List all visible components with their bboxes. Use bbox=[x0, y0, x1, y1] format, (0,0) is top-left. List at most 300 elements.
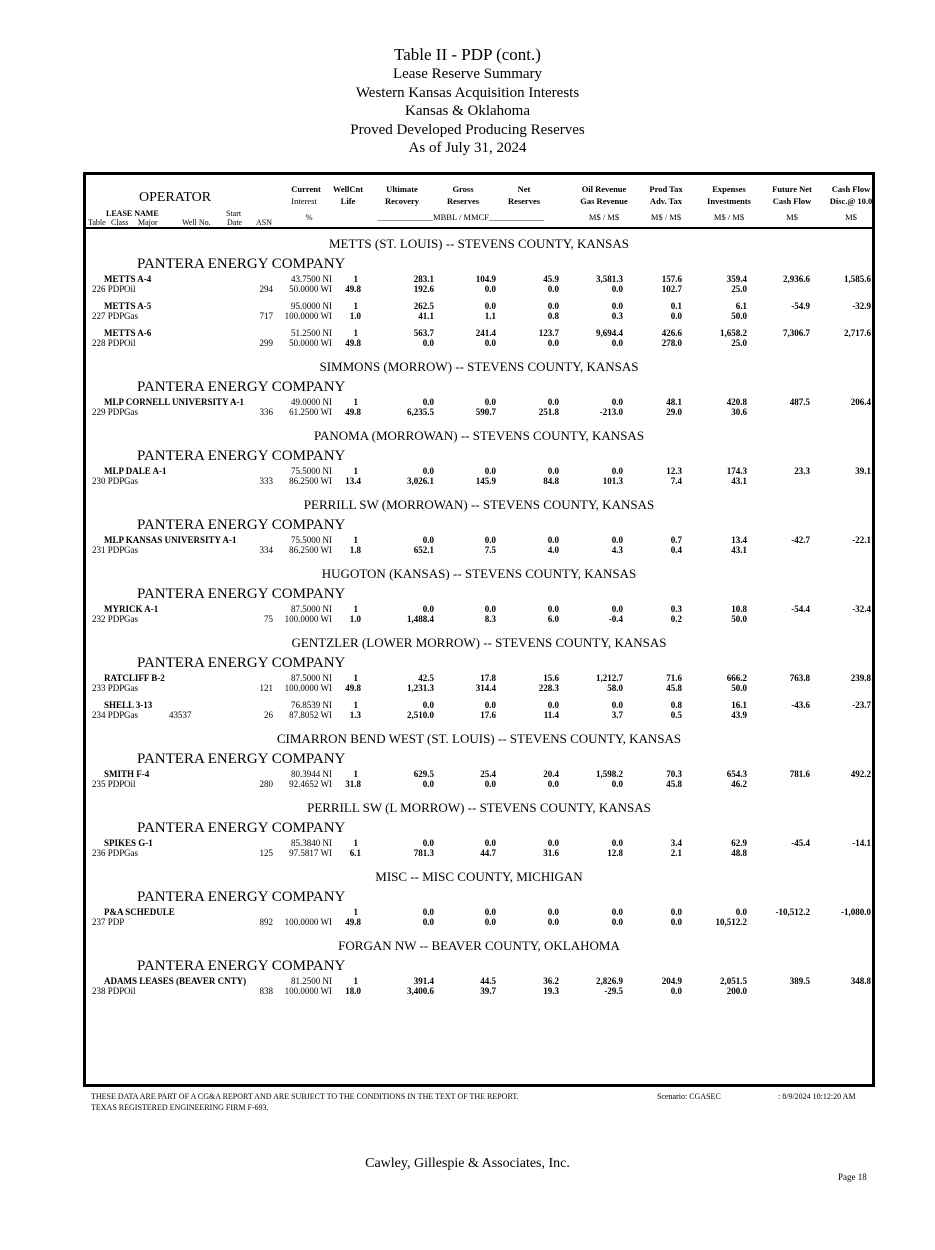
cell-life: 1.0 bbox=[349, 614, 361, 624]
cell-net2: 228.3 bbox=[538, 683, 559, 693]
cell-ult2: 6,235.5 bbox=[407, 407, 434, 417]
cell-cfd: -32.9 bbox=[852, 301, 871, 311]
firm-registration: TEXAS REGISTERED ENGINEERING FIRM F-693. bbox=[91, 1103, 269, 1112]
cell-gr2: 17.6 bbox=[480, 710, 496, 720]
cell-gr2: 0.0 bbox=[484, 779, 496, 789]
cell-asn: 717 bbox=[259, 311, 273, 321]
table-row bbox=[86, 534, 872, 561]
cell-tax2: 29.0 bbox=[666, 407, 682, 417]
cell-net1: 0.0 bbox=[547, 535, 559, 545]
cell-exp2: 200.0 bbox=[726, 986, 747, 996]
cell-exp2: 43.1 bbox=[731, 476, 747, 486]
cell-tax2: 102.7 bbox=[661, 284, 682, 294]
operator-company: PANTERA ENERGY COMPANY bbox=[137, 958, 346, 974]
table-row bbox=[86, 396, 872, 423]
cell-tax1: 71.6 bbox=[666, 673, 682, 683]
cell-wellno: 43537 bbox=[169, 710, 192, 720]
cell-table: 226 PDP bbox=[92, 284, 125, 294]
cell-ult2: 0.0 bbox=[422, 779, 434, 789]
cell-cnt: 1 bbox=[353, 604, 358, 614]
cell-major: Gas bbox=[124, 683, 138, 693]
gas-revenue-header: Gas Revenue bbox=[580, 196, 628, 206]
cell-exp1: 174.3 bbox=[726, 466, 747, 476]
cell-net2: 4.0 bbox=[547, 545, 559, 555]
page-number: Page 18 bbox=[838, 1172, 867, 1182]
cell-int2: 50.0000 WI bbox=[289, 338, 332, 348]
cell-net2: 19.3 bbox=[543, 986, 559, 996]
cell-cfd: 2,717.6 bbox=[844, 328, 871, 338]
cell-cnt: 1 bbox=[353, 769, 358, 779]
cell-exp2: 25.0 bbox=[731, 338, 747, 348]
start-header: Start bbox=[226, 209, 242, 218]
cell-cfd: 39.1 bbox=[855, 466, 871, 476]
cell-exp1: 0.0 bbox=[735, 907, 747, 917]
cell-tax2: 0.0 bbox=[670, 311, 682, 321]
cell-exp1: 6.1 bbox=[735, 301, 747, 311]
cell-tax1: 3.4 bbox=[670, 838, 682, 848]
cell-table: 229 PDP bbox=[92, 407, 125, 417]
cell-exp1: 359.4 bbox=[726, 274, 747, 284]
cell-tax1: 12.3 bbox=[666, 466, 682, 476]
cell-ult2: 0.0 bbox=[422, 917, 434, 927]
cell-cnt: 1 bbox=[353, 328, 358, 338]
report-subtitle: Western Kansas Acquisition Interests bbox=[355, 84, 580, 101]
cell-name: RATCLIFF B-2 bbox=[104, 673, 165, 683]
cell-cfd: -22.1 bbox=[852, 535, 871, 545]
cell-exp1: 16.1 bbox=[731, 700, 747, 710]
report-date: As of July 31, 2024 bbox=[408, 140, 527, 156]
cell-rev1: 1,212.7 bbox=[596, 673, 623, 683]
cell-exp1: 1,658.2 bbox=[720, 328, 747, 338]
ultimate-header: Ultimate bbox=[386, 184, 418, 194]
cell-fnc: -54.4 bbox=[791, 604, 810, 614]
current-header: Current bbox=[291, 184, 321, 194]
cell-ult2: 0.0 bbox=[422, 338, 434, 348]
cell-fnc: -54.9 bbox=[791, 301, 810, 311]
cell-table: 228 PDP bbox=[92, 338, 125, 348]
cell-asn: 334 bbox=[259, 545, 273, 555]
cell-int1: 95.0000 NI bbox=[291, 301, 332, 311]
cell-ult1: 391.4 bbox=[413, 976, 434, 986]
cell-cnt: 1 bbox=[353, 838, 358, 848]
cell-exp2: 25.0 bbox=[731, 284, 747, 294]
cell-rev1: 1,598.2 bbox=[596, 769, 623, 779]
cell-cfd: 348.8 bbox=[850, 976, 871, 986]
cell-int2: 97.5817 WI bbox=[289, 848, 332, 858]
cell-rev2: 0.3 bbox=[611, 311, 623, 321]
cell-gr2: 1.1 bbox=[484, 311, 496, 321]
cell-rev1: 0.0 bbox=[611, 907, 623, 917]
cell-gr1: 25.4 bbox=[480, 769, 496, 779]
cell-fnc: 763.8 bbox=[789, 673, 810, 683]
cell-net2: 0.0 bbox=[547, 779, 559, 789]
cell-net1: 45.9 bbox=[543, 274, 559, 284]
cell-fnc: 23.3 bbox=[794, 466, 810, 476]
cell-rev1: 2,826.9 bbox=[596, 976, 623, 986]
cell-int2: 50.0000 WI bbox=[289, 284, 332, 294]
table-row bbox=[86, 300, 872, 327]
cell-name: MLP KANSAS UNIVERSITY A-1 bbox=[104, 535, 237, 545]
cell-rev2: 101.3 bbox=[602, 476, 623, 486]
cell-tax2: 278.0 bbox=[661, 338, 682, 348]
cell-gr1: 0.0 bbox=[484, 604, 496, 614]
table-row bbox=[86, 672, 872, 699]
cell-asn: 26 bbox=[264, 710, 273, 720]
cell-net2: 31.6 bbox=[543, 848, 559, 858]
cell-tax1: 70.3 bbox=[666, 769, 682, 779]
cell-rev2: -213.0 bbox=[599, 407, 623, 417]
cell-rev2: 0.0 bbox=[611, 284, 623, 294]
cell-cnt: 1 bbox=[353, 907, 358, 917]
future-net-header: Future Net bbox=[772, 184, 812, 194]
cell-int2: 87.8052 WI bbox=[289, 710, 332, 720]
cell-int2: 61.2500 WI bbox=[289, 407, 332, 417]
cell-int1: 85.3840 NI bbox=[291, 838, 332, 848]
cell-gr1: 0.0 bbox=[484, 397, 496, 407]
cell-ult1: 0.0 bbox=[422, 838, 434, 848]
cell-rev2: 58.0 bbox=[607, 683, 623, 693]
cell-fnc: 389.5 bbox=[789, 976, 810, 986]
cell-major: Gas bbox=[124, 545, 138, 555]
cell-gr2: 39.7 bbox=[480, 986, 496, 996]
cell-exp2: 43.1 bbox=[731, 545, 747, 555]
net-header: Net bbox=[517, 184, 531, 194]
cell-rev2: 0.0 bbox=[611, 917, 623, 927]
cell-cnt: 1 bbox=[353, 466, 358, 476]
cell-net1: 0.0 bbox=[547, 907, 559, 917]
cell-cnt: 1 bbox=[353, 274, 358, 284]
cell-cfd: 1,585.6 bbox=[844, 274, 871, 284]
cell-tax2: 0.0 bbox=[670, 917, 682, 927]
cell-cfd: -1,080.0 bbox=[841, 907, 871, 917]
report-table-frame bbox=[83, 172, 875, 1087]
cell-net2: 0.0 bbox=[547, 338, 559, 348]
cell-rev1: 3,581.3 bbox=[596, 274, 623, 284]
cell-exp2: 30.6 bbox=[731, 407, 747, 417]
cell-exp2: 10,512.2 bbox=[715, 917, 747, 927]
cell-int1: 75.5000 NI bbox=[291, 466, 332, 476]
cell-ult2: 41.1 bbox=[418, 311, 434, 321]
cell-tax2: 7.4 bbox=[670, 476, 682, 486]
recovery-header: Recovery bbox=[385, 196, 419, 206]
gross-header: Gross bbox=[452, 184, 474, 194]
cell-fnc: 487.5 bbox=[789, 397, 810, 407]
cell-tax1: 0.7 bbox=[670, 535, 682, 545]
table-row bbox=[86, 699, 872, 726]
operator-company: PANTERA ENERGY COMPANY bbox=[137, 655, 346, 671]
cell-net2: 251.8 bbox=[538, 407, 559, 417]
firm-name: Cawley, Gillespie & Associates, Inc. bbox=[365, 1156, 570, 1171]
cell-major: Gas bbox=[124, 614, 138, 624]
cell-int1: 49.0000 NI bbox=[291, 397, 332, 407]
well-no-header: Well No. bbox=[182, 218, 211, 227]
cell-int1: 80.3944 NI bbox=[291, 769, 332, 779]
wellcnt-header: WellCnt bbox=[332, 184, 364, 194]
cell-cfd: 492.2 bbox=[850, 769, 871, 779]
cell-cnt: 1 bbox=[353, 673, 358, 683]
cell-ult2: 3,400.6 bbox=[407, 986, 434, 996]
cell-life: 6.1 bbox=[349, 848, 361, 858]
cell-name: MYRICK A-1 bbox=[104, 604, 159, 614]
cell-exp1: 62.9 bbox=[731, 838, 747, 848]
cell-fnc: -45.4 bbox=[791, 838, 810, 848]
cell-gr2: 44.7 bbox=[480, 848, 496, 858]
cell-int2: 86.2500 WI bbox=[289, 545, 332, 555]
cell-asn: 294 bbox=[259, 284, 273, 294]
cell-net2: 0.0 bbox=[547, 284, 559, 294]
cell-life: 13.4 bbox=[345, 476, 361, 486]
cell-name: ADAMS LEASES (BEAVER CNTY) bbox=[104, 976, 247, 986]
cell-exp2: 48.8 bbox=[731, 848, 747, 858]
cell-net2: 0.0 bbox=[547, 917, 559, 927]
cell-rev1: 0.0 bbox=[611, 466, 623, 476]
cell-name: SHELL 3-13 bbox=[104, 700, 153, 710]
table-row bbox=[86, 465, 872, 492]
cell-net1: 20.4 bbox=[543, 769, 559, 779]
cell-ult1: 42.5 bbox=[418, 673, 434, 683]
cell-rev1: 0.0 bbox=[611, 301, 623, 311]
report-timestamp: : 8/9/2024 10:12:20 AM bbox=[778, 1092, 856, 1101]
cell-int2: 92.4652 WI bbox=[289, 779, 332, 789]
cell-exp1: 654.3 bbox=[726, 769, 747, 779]
cell-life: 1.8 bbox=[349, 545, 361, 555]
adv-tax-header: Adv. Tax bbox=[649, 196, 683, 206]
field-county-heading: METTS (ST. LOUIS) -- STEVENS COUNTY, KANSAS bbox=[329, 236, 629, 251]
column-header bbox=[86, 175, 872, 229]
cell-name: METTS A-4 bbox=[104, 274, 152, 284]
cell-tax2: 2.1 bbox=[670, 848, 682, 858]
cell-tax2: 0.4 bbox=[670, 545, 682, 555]
cell-asn: 333 bbox=[259, 476, 273, 486]
cell-cfd: 206.4 bbox=[850, 397, 871, 407]
scenario-label: Scenario: CGASEC bbox=[657, 1092, 721, 1101]
field-county-heading: FORGAN NW -- BEAVER COUNTY, OKLAHOMA bbox=[338, 938, 620, 953]
cell-ult1: 0.0 bbox=[422, 466, 434, 476]
cell-ult2: 2,510.0 bbox=[407, 710, 434, 720]
cell-exp1: 13.4 bbox=[731, 535, 747, 545]
field-county-heading: PANOMA (MORROWAN) -- STEVENS COUNTY, KANSAS bbox=[313, 428, 645, 443]
cell-int2: 100.0000 WI bbox=[284, 683, 332, 693]
cell-ult2: 1,488.4 bbox=[407, 614, 434, 624]
units-header: M$ bbox=[786, 212, 798, 222]
cell-gr1: 0.0 bbox=[484, 838, 496, 848]
cell-int1: 87.5000 NI bbox=[291, 673, 332, 683]
cell-rev2: 0.0 bbox=[611, 779, 623, 789]
cell-table: 234 PDP bbox=[92, 710, 125, 720]
cell-exp2: 50.0 bbox=[731, 311, 747, 321]
cell-ult1: 283.1 bbox=[413, 274, 434, 284]
cell-gr1: 0.0 bbox=[484, 301, 496, 311]
investments-header: Investments bbox=[707, 196, 751, 206]
cell-gr2: 0.0 bbox=[484, 338, 496, 348]
report-body bbox=[86, 231, 872, 1002]
oil-revenue-header: Oil Revenue bbox=[581, 184, 627, 194]
cell-gr2: 0.0 bbox=[484, 284, 496, 294]
pct-header: % bbox=[305, 212, 313, 222]
cell-asn: 336 bbox=[259, 407, 273, 417]
cell-life: 49.8 bbox=[345, 917, 361, 927]
cell-rev2: 12.8 bbox=[607, 848, 623, 858]
net-reserves-header: Reserves bbox=[507, 196, 541, 206]
disclaimer-text: THESE DATA ARE PART OF A CG&A REPORT AND ARE SUBJECT TO THE CONDITIONS IN THE TEXT OF THE REPORT. bbox=[91, 1092, 519, 1101]
table-row bbox=[86, 975, 872, 1002]
operator-company: PANTERA ENERGY COMPANY bbox=[137, 889, 346, 905]
cell-life: 1.0 bbox=[349, 311, 361, 321]
cell-net2: 0.8 bbox=[547, 311, 559, 321]
table-row bbox=[86, 603, 872, 630]
cell-net1: 0.0 bbox=[547, 838, 559, 848]
field-county-heading: PERRILL SW (L MORROW) -- STEVENS COUNTY, KANSAS bbox=[307, 800, 651, 815]
cell-life: 1.3 bbox=[349, 710, 361, 720]
cell-tax2: 45.8 bbox=[666, 779, 682, 789]
cell-int1: 43.7500 NI bbox=[291, 274, 332, 284]
cell-exp2: 46.2 bbox=[731, 779, 747, 789]
cell-tax1: 0.0 bbox=[670, 907, 682, 917]
cell-asn: 125 bbox=[259, 848, 273, 858]
cell-int2: 86.2500 WI bbox=[289, 476, 332, 486]
cell-table: 231 PDP bbox=[92, 545, 125, 555]
cell-major: Gas bbox=[124, 407, 138, 417]
cell-fnc: 7,306.7 bbox=[783, 328, 810, 338]
cell-rev1: 0.0 bbox=[611, 604, 623, 614]
asn-header: ASN bbox=[256, 218, 273, 227]
cell-fnc: -42.7 bbox=[791, 535, 810, 545]
cell-gr1: 241.4 bbox=[475, 328, 496, 338]
cell-asn: 299 bbox=[259, 338, 273, 348]
cell-ult2: 3,026.1 bbox=[407, 476, 434, 486]
expenses-header: Expenses bbox=[712, 184, 746, 194]
cell-asn: 838 bbox=[259, 986, 273, 996]
cell-asn: 892 bbox=[259, 917, 273, 927]
cell-int1: 75.5000 NI bbox=[291, 535, 332, 545]
cell-major: Gas bbox=[124, 476, 138, 486]
cell-tax2: 0.5 bbox=[670, 710, 682, 720]
cell-int2: 100.0000 WI bbox=[284, 986, 332, 996]
cell-life: 31.8 bbox=[345, 779, 361, 789]
prod-tax-header: Prod Tax bbox=[649, 184, 683, 194]
cell-rev2: 4.3 bbox=[611, 545, 623, 555]
cell-cfd: -32.4 bbox=[852, 604, 871, 614]
cell-gr2: 8.3 bbox=[484, 614, 496, 624]
operator-company: PANTERA ENERGY COMPANY bbox=[137, 820, 346, 836]
operator-company: PANTERA ENERGY COMPANY bbox=[137, 586, 346, 602]
cell-major: Oil bbox=[124, 284, 136, 294]
cell-tax2: 45.8 bbox=[666, 683, 682, 693]
cell-ult2: 1,231.3 bbox=[407, 683, 434, 693]
cell-major: Oil bbox=[124, 986, 136, 996]
field-county-heading: PERRILL SW (MORROWAN) -- STEVENS COUNTY, KANSAS bbox=[303, 497, 655, 512]
cell-rev1: 0.0 bbox=[611, 700, 623, 710]
cell-cnt: 1 bbox=[353, 535, 358, 545]
cell-int1: 87.5000 NI bbox=[291, 604, 332, 614]
field-county-heading: CIMARRON BEND WEST (ST. LOUIS) -- STEVENS COUNTY, KANSAS bbox=[276, 731, 682, 746]
cell-net2: 84.8 bbox=[543, 476, 559, 486]
cell-tax1: 0.1 bbox=[670, 301, 682, 311]
cell-exp1: 420.8 bbox=[726, 397, 747, 407]
report-title-block bbox=[0, 45, 935, 158]
date-header: Date bbox=[227, 218, 243, 227]
cell-exp1: 10.8 bbox=[731, 604, 747, 614]
gross-reserves-header: Reserves bbox=[446, 196, 480, 206]
cell-name: MLP CORNELL UNIVERSITY A-1 bbox=[104, 397, 244, 407]
cell-major: Gas bbox=[124, 710, 138, 720]
cell-life: 49.8 bbox=[345, 338, 361, 348]
cell-fnc: -10,512.2 bbox=[775, 907, 810, 917]
cell-name: SPIKES G-1 bbox=[104, 838, 153, 848]
cell-table: 237 PDP bbox=[92, 917, 125, 927]
table-row bbox=[86, 906, 872, 933]
cell-rev2: 0.0 bbox=[611, 338, 623, 348]
cash-flow-header: Cash Flow bbox=[772, 196, 812, 206]
cell-net2: 11.4 bbox=[543, 710, 559, 720]
cell-asn: 121 bbox=[259, 683, 273, 693]
table-header: Table bbox=[88, 218, 106, 227]
cell-tax1: 204.9 bbox=[661, 976, 682, 986]
cell-ult1: 262.5 bbox=[413, 301, 434, 311]
cell-ult1: 0.0 bbox=[422, 700, 434, 710]
cell-gr1: 0.0 bbox=[484, 907, 496, 917]
cell-table: 236 PDP bbox=[92, 848, 125, 858]
cell-tax1: 48.1 bbox=[666, 397, 682, 407]
class-header: Class bbox=[111, 218, 129, 227]
cell-net1: 15.6 bbox=[543, 673, 559, 683]
cell-rev1: 0.0 bbox=[611, 838, 623, 848]
cell-net1: 0.0 bbox=[547, 466, 559, 476]
cell-int2: 100.0000 WI bbox=[284, 614, 332, 624]
cell-name: METTS A-6 bbox=[104, 328, 152, 338]
cell-ult2: 192.6 bbox=[413, 284, 434, 294]
cell-gr2: 145.9 bbox=[475, 476, 496, 486]
cell-int2: 100.0000 WI bbox=[284, 917, 332, 927]
cell-ult1: 629.5 bbox=[413, 769, 434, 779]
operator-company: PANTERA ENERGY COMPANY bbox=[137, 517, 346, 533]
cell-cfd: 239.8 bbox=[850, 673, 871, 683]
table-row bbox=[86, 768, 872, 795]
cell-int1: 51.2500 NI bbox=[291, 328, 332, 338]
cell-rev1: 0.0 bbox=[611, 397, 623, 407]
cell-fnc: -43.6 bbox=[791, 700, 810, 710]
cell-name: MLP DALE A-1 bbox=[104, 466, 167, 476]
cell-gr1: 0.0 bbox=[484, 466, 496, 476]
cell-cfd: -14.1 bbox=[852, 838, 871, 848]
cell-int1: 81.2500 NI bbox=[291, 976, 332, 986]
major-header: Major bbox=[138, 218, 158, 227]
cell-gr1: 17.8 bbox=[480, 673, 496, 683]
cell-cnt: 1 bbox=[353, 301, 358, 311]
cell-life: 49.8 bbox=[345, 284, 361, 294]
cell-ult1: 0.0 bbox=[422, 397, 434, 407]
field-county-heading: HUGOTON (KANSAS) -- STEVENS COUNTY, KANSAS bbox=[321, 566, 637, 581]
operator-company: PANTERA ENERGY COMPANY bbox=[137, 379, 346, 395]
cell-ult2: 781.3 bbox=[413, 848, 434, 858]
cell-net2: 6.0 bbox=[547, 614, 559, 624]
cell-rev1: 0.0 bbox=[611, 535, 623, 545]
cell-fnc: 781.6 bbox=[789, 769, 810, 779]
cell-ult1: 0.0 bbox=[422, 535, 434, 545]
lease-name-header: LEASE NAME bbox=[106, 209, 159, 218]
cell-table: 230 PDP bbox=[92, 476, 125, 486]
cell-gr2: 7.5 bbox=[484, 545, 496, 555]
cell-exp2: 50.0 bbox=[731, 683, 747, 693]
cell-net1: 0.0 bbox=[547, 604, 559, 614]
field-county-heading: MISC -- MISC COUNTY, MICHIGAN bbox=[375, 869, 583, 884]
cell-table: 232 PDP bbox=[92, 614, 125, 624]
cell-gr1: 0.0 bbox=[484, 700, 496, 710]
cell-major: Oil bbox=[124, 338, 136, 348]
cell-tax1: 426.6 bbox=[661, 328, 682, 338]
report-subtitle: Proved Developed Producing Reserves bbox=[350, 121, 585, 138]
report-subtitle: Lease Reserve Summary bbox=[392, 66, 543, 82]
